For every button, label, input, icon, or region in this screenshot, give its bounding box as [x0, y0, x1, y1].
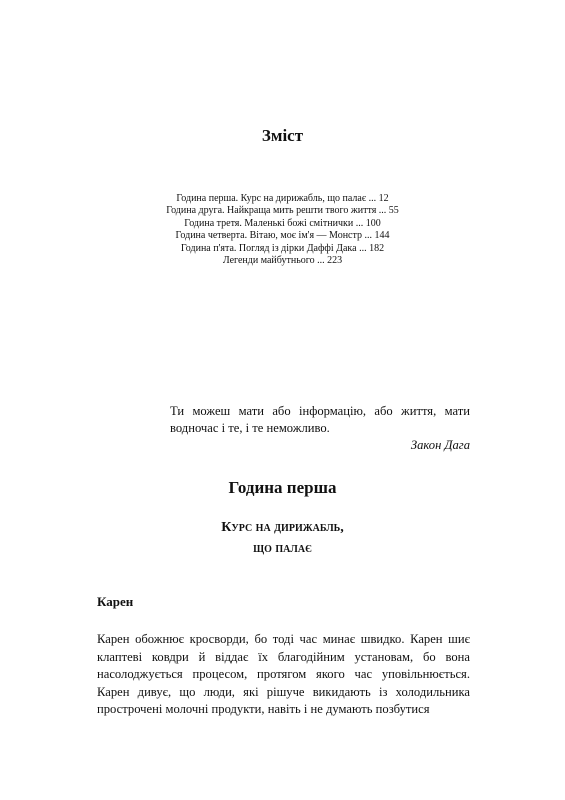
epigraph-text: Ти можеш мати або інформацію, або життя, мати водночас і те, і те неможливо.: [170, 404, 470, 435]
toc-entry: Легенди майбутнього ... 223: [222, 255, 343, 267]
toc-title: Зміст: [261, 126, 304, 145]
chapter-subtitle-line2: що палає: [253, 541, 312, 556]
table-of-contents: [0, 193, 565, 267]
epigraph-source: Закон Дага: [410, 438, 470, 452]
toc-entry: Година п'ята. Погляд із дірки Даффі Дака ... 182: [180, 242, 385, 254]
chapter-title: Година перша: [228, 478, 337, 497]
section-heading: Карен: [97, 594, 134, 609]
chapter-subtitle-line1: Курс на дирижабль,: [221, 520, 344, 535]
toc-entry: Година друга. Найкраща мить решти твого життя ... 55: [166, 205, 399, 217]
toc-entry: Година четверта. Вітаю, моє ім'я — Монстр ... 144: [175, 230, 390, 242]
epigraph: [170, 403, 470, 454]
body-paragraph: Карен обожнює кросворди, бо тоді час минає швидко. Карен шиє клаптеві ковдри й віддає їх благодійним установам, бо вона насолоджується процесом, протягом якого час уповільнюється. Карен дивує, що люди, які рішуче викидають із холодильника прострочені молочні продукти, навіть і не думають позбутися: [97, 632, 470, 717]
chapter-subtitle: [0, 517, 565, 559]
toc-entry: Година перша. Курс на дирижабль, що палає ... 12: [176, 193, 389, 204]
toc-entry: Година третя. Маленькі божі смітнички ... 100: [184, 217, 381, 229]
